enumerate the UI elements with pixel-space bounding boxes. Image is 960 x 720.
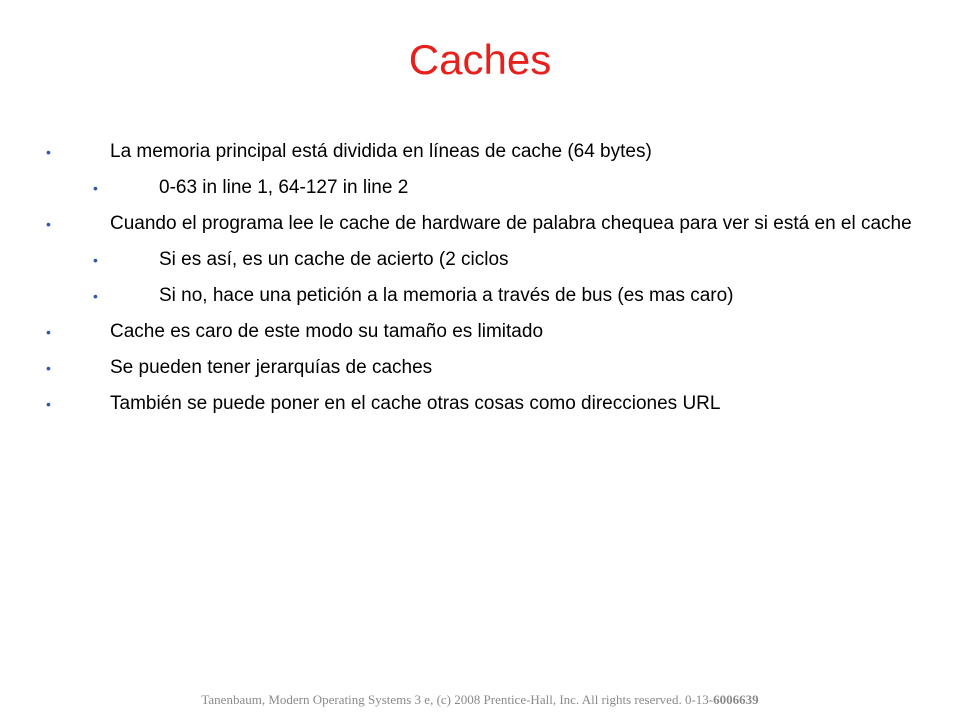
bullet-icon: •: [46, 324, 51, 340]
bullet-text: Se pueden tener jerarquías de caches: [110, 357, 433, 378]
bullet-text: Si es así, es un cache de acierto (2 ciclos: [159, 249, 509, 270]
footer-isbn-tail: 6006639: [713, 692, 759, 707]
bullet-icon: •: [46, 396, 51, 412]
bullet-icon: •: [93, 252, 98, 268]
bullet-text: También se puede poner en el cache otras cosas como direcciones URL: [110, 393, 721, 414]
bullet-text: Si no, hace una petición a la memoria a través de bus (es mas caro): [159, 285, 734, 306]
bullet-item: [0, 320, 960, 344]
footer-text: Tanenbaum, Modern Operating Systems 3 e, (c) 2008 Prentice-Hall, Inc. All rights reserved. 0-13-: [201, 692, 714, 707]
bullet-icon: •: [46, 216, 51, 232]
slide-title: Caches: [408, 36, 552, 83]
bullet-item: [0, 212, 960, 236]
bullet-text: La memoria principal está dividida en líneas de cache (64 bytes): [110, 141, 652, 162]
copyright-footer: [0, 692, 960, 708]
bullet-icon: •: [46, 144, 51, 160]
bullet-icon: •: [93, 180, 98, 196]
sub-bullet-item: [0, 248, 960, 272]
bullet-item: [0, 140, 960, 164]
bullet-item: [0, 356, 960, 380]
bullet-icon: •: [93, 288, 98, 304]
bullet-list: [0, 140, 960, 428]
bullet-icon: •: [46, 360, 51, 376]
bullet-item: [0, 392, 960, 416]
bullet-text: 0-63 in line 1, 64-127 in line 2: [159, 177, 409, 198]
bullet-text: Cuando el programa lee le cache de hardware de palabra chequea para ver si está en el cache: [110, 213, 912, 234]
sub-bullet-item: [0, 176, 960, 200]
sub-bullet-item: [0, 284, 960, 308]
bullet-text: Cache es caro de este modo su tamaño es limitado: [110, 321, 544, 342]
